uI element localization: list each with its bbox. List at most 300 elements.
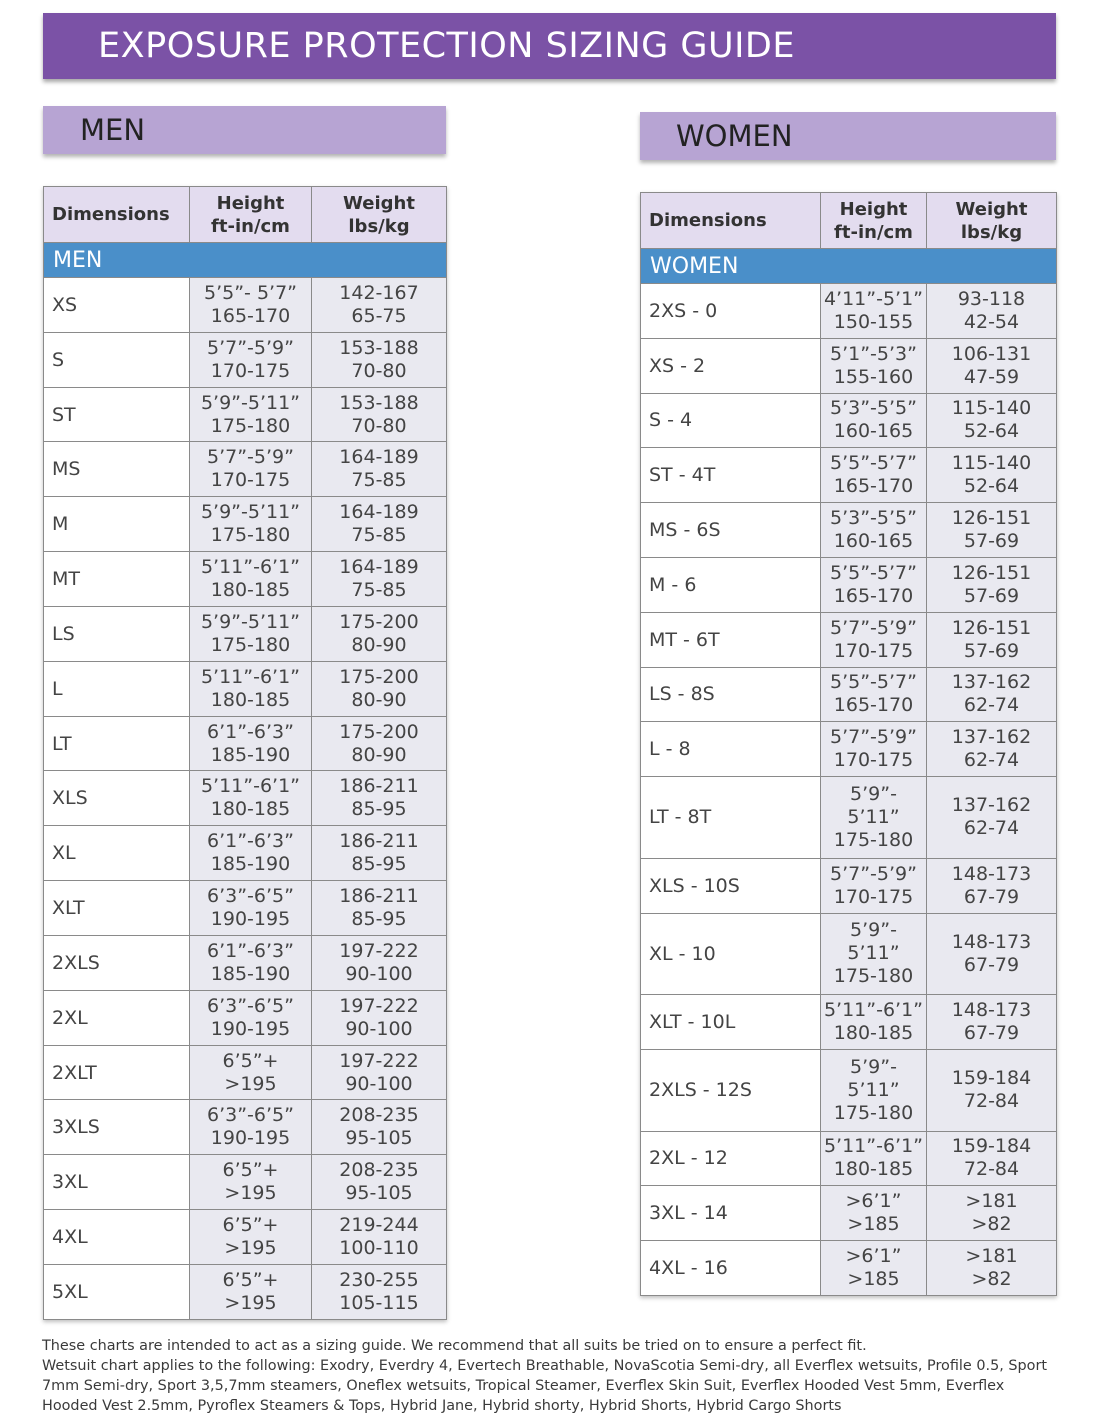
footnote-disclaimer: These charts are intended to act as a sizing guide. We recommend that all suits be tried on to ensure a perfect fit. xyxy=(42,1338,867,1354)
height-value: 180-185 xyxy=(210,798,291,821)
height-value: 190-195 xyxy=(210,1127,291,1150)
size-label: M - 6 xyxy=(641,557,821,612)
weight-value: 230-255 xyxy=(339,1268,419,1291)
height-value: >195 xyxy=(224,1236,277,1259)
weight-value: 95-105 xyxy=(345,1182,413,1205)
weight-value: 62-74 xyxy=(963,817,1020,840)
weight-value: 175-200 xyxy=(339,610,419,633)
height-value: 190-195 xyxy=(210,908,291,931)
table-row xyxy=(44,881,447,936)
table-row xyxy=(641,557,1057,612)
weight-value: 153-188 xyxy=(339,336,419,359)
height-value: 5’11” xyxy=(847,1078,900,1101)
weight-value: 175-200 xyxy=(339,720,419,743)
weight-cell xyxy=(312,332,447,387)
weight-cell xyxy=(927,858,1057,913)
weight-value: >82 xyxy=(971,1268,1012,1291)
size-label: LS xyxy=(44,606,190,661)
height-cell xyxy=(190,497,312,552)
size-label: 3XLS xyxy=(44,1100,190,1155)
weight-cell xyxy=(312,826,447,881)
size-label: MT xyxy=(44,552,190,607)
height-cell xyxy=(821,913,927,995)
height-value: 5’7”-5’9” xyxy=(830,726,917,749)
height-value: >195 xyxy=(224,1182,277,1205)
table-row xyxy=(44,278,447,333)
height-value: >185 xyxy=(847,1268,900,1291)
height-value: >6’1” xyxy=(845,1190,902,1213)
height-cell xyxy=(821,284,927,339)
table-row xyxy=(44,1045,447,1100)
table-row xyxy=(44,497,447,552)
table-row xyxy=(44,990,447,1045)
height-cell xyxy=(821,393,927,448)
height-value: 4’11”-5’1” xyxy=(823,287,924,310)
weight-value: 47-59 xyxy=(963,365,1020,388)
size-label: 2XL - 12 xyxy=(641,1131,821,1186)
height-value: 170-175 xyxy=(833,749,914,772)
height-cell xyxy=(821,722,927,777)
weight-value: 115-140 xyxy=(951,452,1032,475)
weight-value: 197-222 xyxy=(339,994,419,1017)
table-row xyxy=(641,1241,1057,1296)
weight-value: 57-69 xyxy=(963,584,1020,607)
height-cell xyxy=(821,1131,927,1186)
size-label: XLS - 10S xyxy=(641,858,821,913)
height-cell xyxy=(190,1155,312,1210)
height-cell xyxy=(190,1100,312,1155)
weight-cell xyxy=(927,393,1057,448)
size-label: MT - 6T xyxy=(641,612,821,667)
women-section-heading xyxy=(640,112,1056,160)
size-label: ST - 4T xyxy=(641,448,821,503)
size-label: XLT - 10L xyxy=(641,995,821,1050)
table-row xyxy=(641,612,1057,667)
men-section-label: MEN xyxy=(80,113,146,147)
height-value: 6’1”-6’3” xyxy=(207,720,294,743)
height-cell xyxy=(821,503,927,558)
height-value: 6’3”-6’5” xyxy=(207,1104,294,1127)
weight-value: 126-151 xyxy=(951,561,1032,584)
table-row xyxy=(641,995,1057,1050)
height-value: 6’5”+ xyxy=(222,1159,279,1182)
weight-cell xyxy=(927,448,1057,503)
size-label: 4XL xyxy=(44,1210,190,1265)
height-value: 5’7”-5’9” xyxy=(207,446,294,469)
table-row xyxy=(641,1049,1057,1131)
women-height-header: Height ft-in/cm xyxy=(821,193,927,249)
table-row xyxy=(44,552,447,607)
height-value: 170-175 xyxy=(833,639,914,662)
height-value: 5’11”-6’1” xyxy=(200,556,301,579)
weight-cell xyxy=(927,1131,1057,1186)
weight-value: 72-84 xyxy=(963,1090,1020,1113)
height-value: 5’9”- xyxy=(850,1055,897,1078)
page-title: EXPOSURE PROTECTION SIZING GUIDE xyxy=(98,26,795,66)
height-value: 5’3”-5’5” xyxy=(830,397,917,420)
table-row xyxy=(641,448,1057,503)
height-cell xyxy=(190,552,312,607)
table-row xyxy=(44,606,447,661)
height-value: 6’3”-6’5” xyxy=(207,885,294,908)
weight-value: 126-151 xyxy=(951,616,1032,639)
weight-value: 65-75 xyxy=(351,304,407,327)
table-row xyxy=(641,284,1057,339)
weight-value: 85-95 xyxy=(351,798,407,821)
height-cell xyxy=(190,935,312,990)
weight-cell xyxy=(312,771,447,826)
height-value: 6’5”+ xyxy=(222,1268,279,1291)
weight-value: 70-80 xyxy=(351,414,407,437)
women-band-label: WOMEN xyxy=(641,249,1057,284)
table-row xyxy=(44,1100,447,1155)
height-value: 180-185 xyxy=(210,688,291,711)
weight-cell xyxy=(312,935,447,990)
weight-cell xyxy=(312,1210,447,1265)
height-value: 165-170 xyxy=(833,475,914,498)
height-value: 5’11”-6’1” xyxy=(200,665,301,688)
weight-cell xyxy=(312,278,447,333)
height-cell xyxy=(821,338,927,393)
weight-value: 72-84 xyxy=(963,1158,1020,1181)
size-label: L xyxy=(44,661,190,716)
weight-cell xyxy=(312,1045,447,1100)
weight-cell xyxy=(312,497,447,552)
height-value: 5’11” xyxy=(847,942,900,965)
height-cell xyxy=(190,716,312,771)
size-label: XLS xyxy=(44,771,190,826)
height-cell xyxy=(821,995,927,1050)
weight-cell xyxy=(927,503,1057,558)
height-cell xyxy=(190,1264,312,1319)
weight-cell xyxy=(927,1241,1057,1296)
size-label: MS xyxy=(44,442,190,497)
height-value: >195 xyxy=(224,1291,277,1314)
women-section-label: WOMEN xyxy=(676,119,793,153)
height-value: 175-180 xyxy=(833,965,914,988)
height-value: 175-180 xyxy=(210,633,291,656)
size-label: 2XL xyxy=(44,990,190,1045)
weight-cell xyxy=(927,557,1057,612)
weight-value: 148-173 xyxy=(951,999,1032,1022)
size-label: XLT xyxy=(44,881,190,936)
size-label: S - 4 xyxy=(641,393,821,448)
height-value: 6’5”+ xyxy=(222,1213,279,1236)
size-label: XS xyxy=(44,278,190,333)
size-label: ST xyxy=(44,387,190,442)
weight-value: 80-90 xyxy=(351,633,407,656)
table-row xyxy=(44,716,447,771)
weight-cell xyxy=(312,661,447,716)
weight-value: 219-244 xyxy=(339,1213,419,1236)
height-value: 175-180 xyxy=(210,524,291,547)
weight-value: 164-189 xyxy=(339,556,419,579)
weight-value: 137-162 xyxy=(951,726,1032,749)
height-value: 5’11”-6’1” xyxy=(823,1135,924,1158)
weight-value: 186-211 xyxy=(339,775,419,798)
weight-value: 126-151 xyxy=(951,507,1032,530)
table-row xyxy=(641,393,1057,448)
weight-value: 148-173 xyxy=(951,930,1032,953)
footnote-applicability: Wetsuit chart applies to the following: Exodry, Everdry 4, Evertech Breathable, NovaScotia Semi-dry, all Everflex wetsuits, Profile 0.5, Sport 7mm Semi-dry, Sport 3,5,7mm steamers, Oneflex wetsuits, Tropical Steamer, Everflex Skin Suit, Everflex Hooded Vest 5mm, Everflex Hooded Vest 2.5mm, Pyroflex Steamers & Tops, Hybrid Jane, Hybrid shorty, Hybrid Shorts, Hybrid Cargo Shorts xyxy=(42,1358,1048,1414)
height-value: 185-190 xyxy=(210,853,291,876)
height-value: 160-165 xyxy=(833,530,914,553)
weight-cell xyxy=(312,1264,447,1319)
height-cell xyxy=(190,332,312,387)
table-row xyxy=(641,667,1057,722)
table-row xyxy=(44,442,447,497)
weight-value: >181 xyxy=(965,1245,1018,1268)
weight-value: 67-79 xyxy=(963,1022,1020,1045)
height-cell xyxy=(190,990,312,1045)
table-row xyxy=(44,826,447,881)
weight-value: 42-54 xyxy=(963,310,1020,333)
height-value: 165-170 xyxy=(210,304,291,327)
height-value: 180-185 xyxy=(833,1022,914,1045)
table-row xyxy=(44,1210,447,1265)
height-cell xyxy=(821,1186,927,1241)
weight-value: 164-189 xyxy=(339,501,419,524)
size-label: XL xyxy=(44,826,190,881)
weight-value: 93-118 xyxy=(957,287,1026,310)
height-value: 150-155 xyxy=(833,310,914,333)
size-label: 2XLS - 12S xyxy=(641,1049,821,1131)
height-value: 6’1”-6’3” xyxy=(207,939,294,962)
weight-cell xyxy=(312,990,447,1045)
weight-value: 75-85 xyxy=(351,579,407,602)
size-label: LT xyxy=(44,716,190,771)
size-label: 3XL xyxy=(44,1155,190,1210)
size-label: XS - 2 xyxy=(641,338,821,393)
height-value: 6’3”-6’5” xyxy=(207,994,294,1017)
weight-value: 75-85 xyxy=(351,469,407,492)
height-value: 175-180 xyxy=(833,1101,914,1124)
height-cell xyxy=(821,557,927,612)
weight-value: 67-79 xyxy=(963,953,1020,976)
weight-value: 52-64 xyxy=(963,420,1020,443)
height-cell xyxy=(190,606,312,661)
height-value: 5’9”- xyxy=(850,919,897,942)
height-cell xyxy=(190,278,312,333)
table-row xyxy=(44,1264,447,1319)
weight-value: 208-235 xyxy=(339,1104,419,1127)
table-row xyxy=(641,722,1057,777)
weight-value: 90-100 xyxy=(345,1017,413,1040)
weight-value: 90-100 xyxy=(345,1072,413,1095)
height-value: 170-175 xyxy=(210,469,291,492)
table-row xyxy=(44,771,447,826)
weight-cell xyxy=(312,1155,447,1210)
size-label: 3XL - 14 xyxy=(641,1186,821,1241)
height-cell xyxy=(190,661,312,716)
height-value: 5’7”-5’9” xyxy=(830,616,917,639)
women-size-table xyxy=(640,192,1057,1296)
height-value: 175-180 xyxy=(833,828,914,851)
weight-cell xyxy=(927,913,1057,995)
men-band-label: MEN xyxy=(44,243,447,278)
size-label: 2XLT xyxy=(44,1045,190,1100)
table-row xyxy=(44,387,447,442)
size-label: LS - 8S xyxy=(641,667,821,722)
table-row xyxy=(641,1186,1057,1241)
weight-cell xyxy=(927,995,1057,1050)
weight-value: >82 xyxy=(971,1213,1012,1236)
height-value: 180-185 xyxy=(833,1158,914,1181)
height-value: >6’1” xyxy=(845,1245,902,1268)
weight-cell xyxy=(927,338,1057,393)
weight-value: 142-167 xyxy=(339,281,419,304)
height-value: 5’9”-5’11” xyxy=(200,610,301,633)
weight-value: 137-162 xyxy=(951,671,1032,694)
weight-value: 186-211 xyxy=(339,885,419,908)
size-label: 4XL - 16 xyxy=(641,1241,821,1296)
size-label: M xyxy=(44,497,190,552)
weight-value: 164-189 xyxy=(339,446,419,469)
size-label: S xyxy=(44,332,190,387)
height-cell xyxy=(821,612,927,667)
weight-cell xyxy=(927,1049,1057,1131)
weight-cell xyxy=(312,716,447,771)
weight-value: 208-235 xyxy=(339,1159,419,1182)
height-value: 165-170 xyxy=(833,584,914,607)
size-label: 2XLS xyxy=(44,935,190,990)
weight-value: 80-90 xyxy=(351,688,407,711)
table-row xyxy=(641,503,1057,558)
weight-value: 159-184 xyxy=(951,1067,1032,1090)
weight-value: 175-200 xyxy=(339,665,419,688)
weight-cell xyxy=(927,612,1057,667)
size-label: MS - 6S xyxy=(641,503,821,558)
height-value: 185-190 xyxy=(210,743,291,766)
height-cell xyxy=(190,1210,312,1265)
table-row xyxy=(641,858,1057,913)
weight-value: 62-74 xyxy=(963,694,1020,717)
weight-cell xyxy=(312,1100,447,1155)
table-row xyxy=(641,777,1057,859)
height-value: 190-195 xyxy=(210,1017,291,1040)
size-label: 2XS - 0 xyxy=(641,284,821,339)
weight-cell xyxy=(312,881,447,936)
women-weight-header: Weight lbs/kg xyxy=(927,193,1057,249)
weight-value: 90-100 xyxy=(345,962,413,985)
height-value: 5’3”-5’5” xyxy=(830,507,917,530)
weight-value: 197-222 xyxy=(339,1049,419,1072)
table-row xyxy=(641,913,1057,995)
size-label: LT - 8T xyxy=(641,777,821,859)
height-value: 5’11” xyxy=(847,805,900,828)
weight-value: 137-162 xyxy=(951,794,1032,817)
height-cell xyxy=(821,1241,927,1296)
weight-value: 85-95 xyxy=(351,908,407,931)
weight-cell xyxy=(312,606,447,661)
table-row xyxy=(641,1131,1057,1186)
table-row xyxy=(44,661,447,716)
height-value: 5’5”-5’7” xyxy=(830,671,917,694)
men-size-table xyxy=(43,186,447,1320)
weight-value: 75-85 xyxy=(351,524,407,547)
weight-cell xyxy=(312,552,447,607)
height-value: 165-170 xyxy=(833,694,914,717)
size-label: 5XL xyxy=(44,1264,190,1319)
height-value: 5’11”-6’1” xyxy=(200,775,301,798)
height-value: 5’5”-5’7” xyxy=(830,452,917,475)
height-cell xyxy=(190,881,312,936)
men-dimensions-header: Dimensions xyxy=(44,187,190,243)
height-cell xyxy=(190,826,312,881)
height-cell xyxy=(821,448,927,503)
men-section-heading xyxy=(43,106,446,154)
height-value: 6’5”+ xyxy=(222,1049,279,1072)
height-value: 6’1”-6’3” xyxy=(207,830,294,853)
weight-value: 57-69 xyxy=(963,530,1020,553)
height-value: 175-180 xyxy=(210,414,291,437)
table-row xyxy=(641,338,1057,393)
men-weight-header: Weight lbs/kg xyxy=(312,187,447,243)
table-row xyxy=(44,935,447,990)
height-value: 160-165 xyxy=(833,420,914,443)
weight-value: 95-105 xyxy=(345,1127,413,1150)
weight-value: 57-69 xyxy=(963,639,1020,662)
weight-cell xyxy=(927,1186,1057,1241)
height-value: 185-190 xyxy=(210,962,291,985)
page-title-banner xyxy=(43,13,1056,79)
weight-value: 67-79 xyxy=(963,885,1020,908)
height-value: 5’7”-5’9” xyxy=(830,862,917,885)
height-cell xyxy=(190,442,312,497)
height-cell xyxy=(190,387,312,442)
height-value: 170-175 xyxy=(833,885,914,908)
weight-cell xyxy=(927,284,1057,339)
footnote xyxy=(42,1336,1052,1416)
height-cell xyxy=(821,1049,927,1131)
height-value: 5’9”- xyxy=(850,782,897,805)
height-value: 155-160 xyxy=(833,365,914,388)
weight-cell xyxy=(927,722,1057,777)
height-cell xyxy=(190,771,312,826)
size-label: XL - 10 xyxy=(641,913,821,995)
weight-value: 62-74 xyxy=(963,749,1020,772)
table-row xyxy=(44,332,447,387)
height-value: 5’5”-5’7” xyxy=(830,561,917,584)
height-value: 180-185 xyxy=(210,579,291,602)
men-height-header: Height ft-in/cm xyxy=(190,187,312,243)
height-value: 5’9”-5’11” xyxy=(200,391,301,414)
height-value: 5’9”-5’11” xyxy=(200,501,301,524)
weight-value: 52-64 xyxy=(963,475,1020,498)
height-value: >185 xyxy=(847,1213,900,1236)
height-cell xyxy=(821,667,927,722)
weight-value: 80-90 xyxy=(351,743,407,766)
weight-value: 197-222 xyxy=(339,939,419,962)
weight-value: 148-173 xyxy=(951,862,1032,885)
weight-value: 153-188 xyxy=(339,391,419,414)
weight-value: >181 xyxy=(965,1190,1018,1213)
height-cell xyxy=(821,858,927,913)
weight-cell xyxy=(927,667,1057,722)
height-value: 5’11”-6’1” xyxy=(823,999,924,1022)
height-cell xyxy=(821,777,927,859)
table-row xyxy=(44,1155,447,1210)
weight-cell xyxy=(312,442,447,497)
weight-cell xyxy=(927,777,1057,859)
weight-value: 100-110 xyxy=(339,1236,419,1259)
weight-value: 85-95 xyxy=(351,853,407,876)
weight-value: 115-140 xyxy=(951,397,1032,420)
weight-value: 70-80 xyxy=(351,359,407,382)
height-value: 5’1”-5’3” xyxy=(830,342,917,365)
height-cell xyxy=(190,1045,312,1100)
height-value: 170-175 xyxy=(210,359,291,382)
